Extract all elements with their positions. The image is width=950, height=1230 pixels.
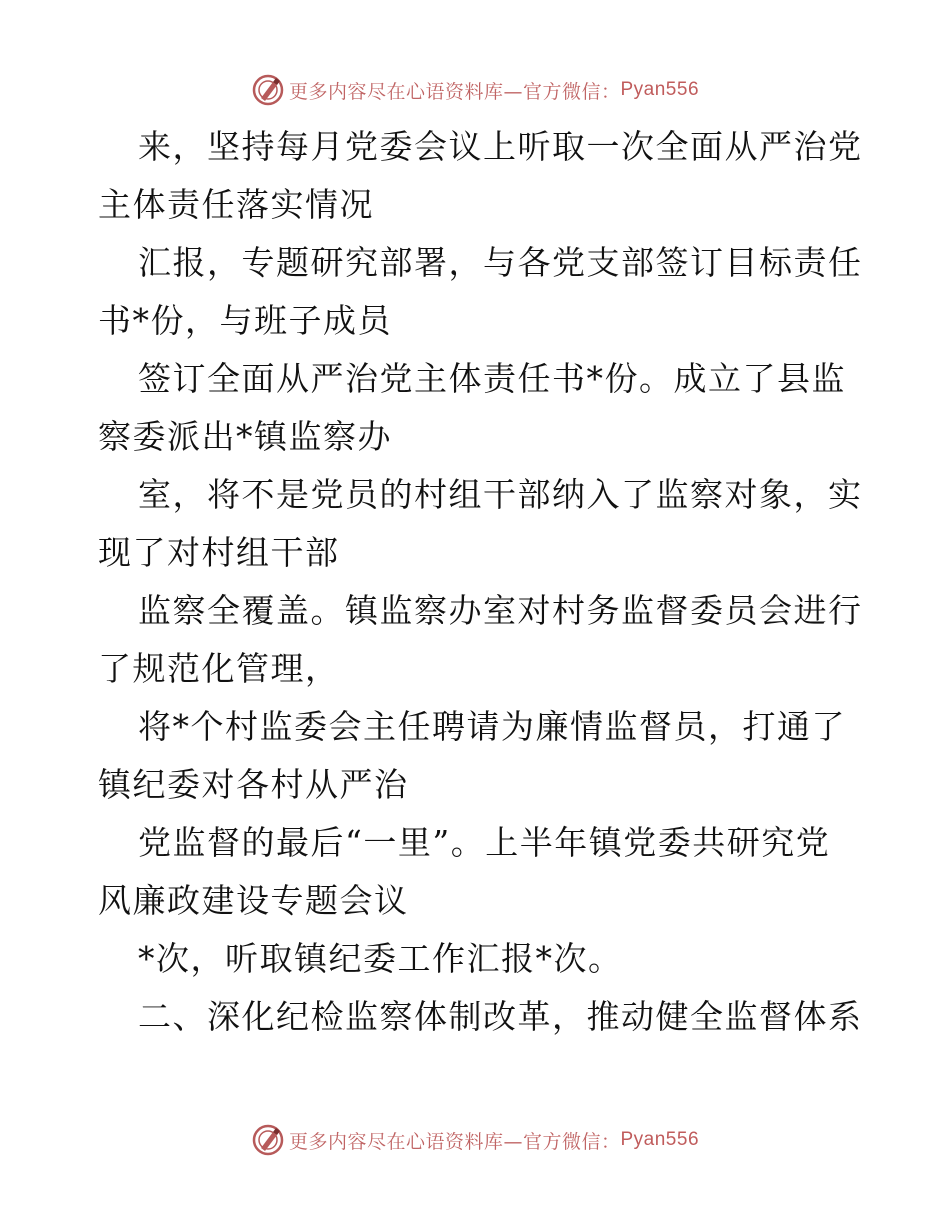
- text-line: 监察全覆盖。镇监察办室对村务监督委员会进行: [138, 591, 863, 630]
- text-line: 签订全面从严治党主体责任书*份。成立了县监: [138, 359, 846, 398]
- text-line: 了规范化管理，: [98, 649, 340, 688]
- text-line: 书*份，与班子成员: [98, 301, 392, 340]
- watermark-wechat-id: Pyan556: [620, 79, 700, 100]
- text-line: *次，听取镇纪委工作汇报*次。: [138, 939, 623, 978]
- text-line: 室，将不是党员的村组干部纳入了监察对象，实: [138, 475, 863, 514]
- section-heading: 二、深化纪检监察体制改革，推动健全监督体系: [138, 997, 863, 1036]
- footer-watermark: [0, 1120, 950, 1160]
- text-line: 来，坚持每月党委会议上听取一次全面从严治党: [138, 127, 863, 166]
- document-body: [98, 118, 863, 1046]
- text-line: 汇报，专题研究部署，与各党支部签订目标责任: [138, 243, 863, 282]
- text-line: 现了对村组干部: [98, 533, 340, 572]
- watermark-wechat-id: Pyan556: [620, 1129, 700, 1150]
- text-line: 党监督的最后“一里”。上半年镇党委共研究党: [138, 823, 831, 862]
- text-line: 察委派出*镇监察办: [98, 417, 392, 456]
- watermark-text: 更多内容尽在心语资料库—官方微信：: [288, 1130, 621, 1153]
- pen-circle-icon: [251, 73, 285, 107]
- watermark-text: 更多内容尽在心语资料库—官方微信：: [288, 80, 621, 103]
- pen-circle-icon: [251, 1123, 285, 1157]
- header-watermark: [0, 70, 950, 110]
- text-line: 镇纪委对各村从严治: [98, 765, 409, 804]
- text-line: 将*个村监委会主任聘请为廉情监督员，打通了: [138, 707, 846, 746]
- text-line: 风廉政建设专题会议: [98, 881, 409, 920]
- text-line: 主体责任落实情况: [98, 185, 374, 224]
